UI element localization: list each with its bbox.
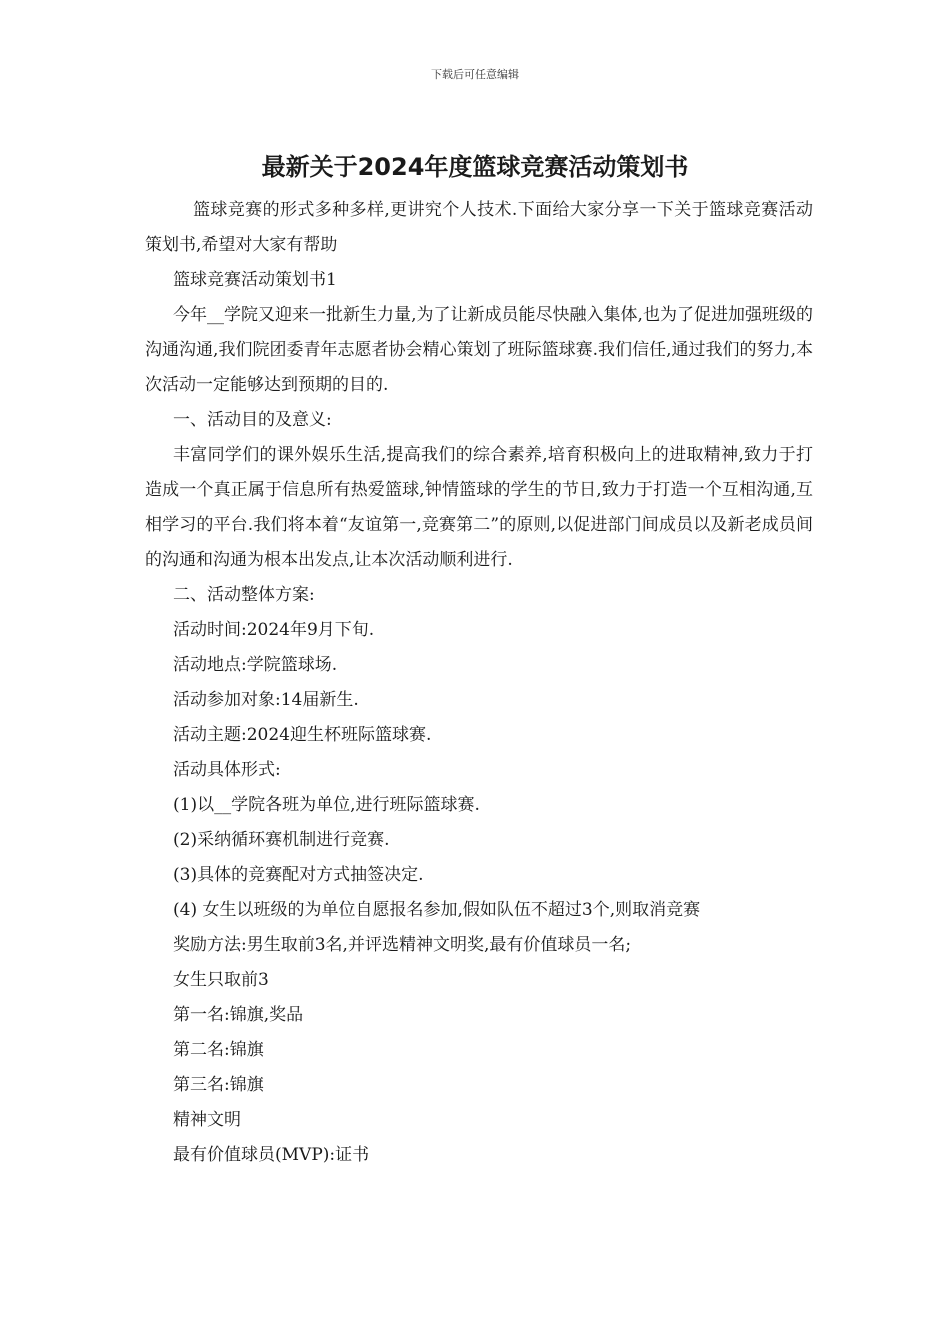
- award-women: 女生只取前3: [173, 970, 269, 990]
- heading-purpose: 一、活动目的及意义:: [173, 410, 332, 430]
- format-item-2: (2)采纳循环赛机制进行竞赛.: [173, 830, 390, 850]
- header-note: 下载后可任意编辑: [431, 68, 519, 81]
- activity-time: 活动时间:2024年9月下旬.: [173, 620, 375, 640]
- activity-theme: 活动主题:2024迎生杯班际篮球赛.: [173, 725, 432, 745]
- document-body: [145, 193, 813, 1173]
- activity-format-heading: 活动具体形式:: [173, 760, 281, 780]
- award-mvp: 最有价值球员(MVP):证书: [173, 1145, 370, 1165]
- format-item-3: (3)具体的竞赛配对方式抽签决定.: [173, 865, 424, 885]
- document-title: 最新关于2024年度篮球竞赛活动策划书: [261, 153, 689, 181]
- format-item-4: (4) 女生以班级的为单位自愿报名参加,假如队伍不超过3个,则取消竞赛: [173, 900, 701, 920]
- award-sportsmanship: 精神文明: [173, 1110, 241, 1130]
- award-method: 奖励方法:男生取前3名,并评选精神文明奖,最有价值球员一名;: [173, 935, 632, 955]
- activity-location: 活动地点:学院篮球场.: [173, 655, 338, 675]
- purpose-paragraph: 丰富同学们的课外娱乐生活,提高我们的综合素养,培育积极向上的进取精神,致力于打造成一个真正属于信息所有热爱篮球,钟情篮球的学生的节日,致力于打造一个互相沟通,互相学习的平台.我们将本着“友谊第一,竞赛第二”的原则,以促进部门间成员以及新老成员间的沟通和沟通为根本出发点,让本次活动顺利进行.: [145, 445, 813, 570]
- background-paragraph: 今年__学院又迎来一批新生力量,为了让新成员能尽快融入集体,也为了促进加强班级的沟通沟通,我们院团委青年志愿者协会精心策划了班际篮球赛.我们信任,通过我们的努力,本次活动一定能够达到预期的目的.: [145, 305, 813, 395]
- award-second-place: 第二名:锦旗: [173, 1040, 264, 1060]
- section-heading-plan-1: 篮球竞赛活动策划书1: [173, 270, 337, 290]
- activity-participants: 活动参加对象:14届新生.: [173, 690, 359, 710]
- intro-paragraph: 篮球竞赛的形式多种多样,更讲究个人技术.下面给大家分享一下关于篮球竞赛活动策划书,希望对大家有帮助: [145, 200, 813, 255]
- heading-overall-plan: 二、活动整体方案:: [173, 585, 315, 605]
- award-first-place: 第一名:锦旗,奖品: [173, 1005, 304, 1025]
- format-item-1: (1)以__学院各班为单位,进行班际篮球赛.: [173, 795, 480, 815]
- award-third-place: 第三名:锦旗: [173, 1075, 264, 1095]
